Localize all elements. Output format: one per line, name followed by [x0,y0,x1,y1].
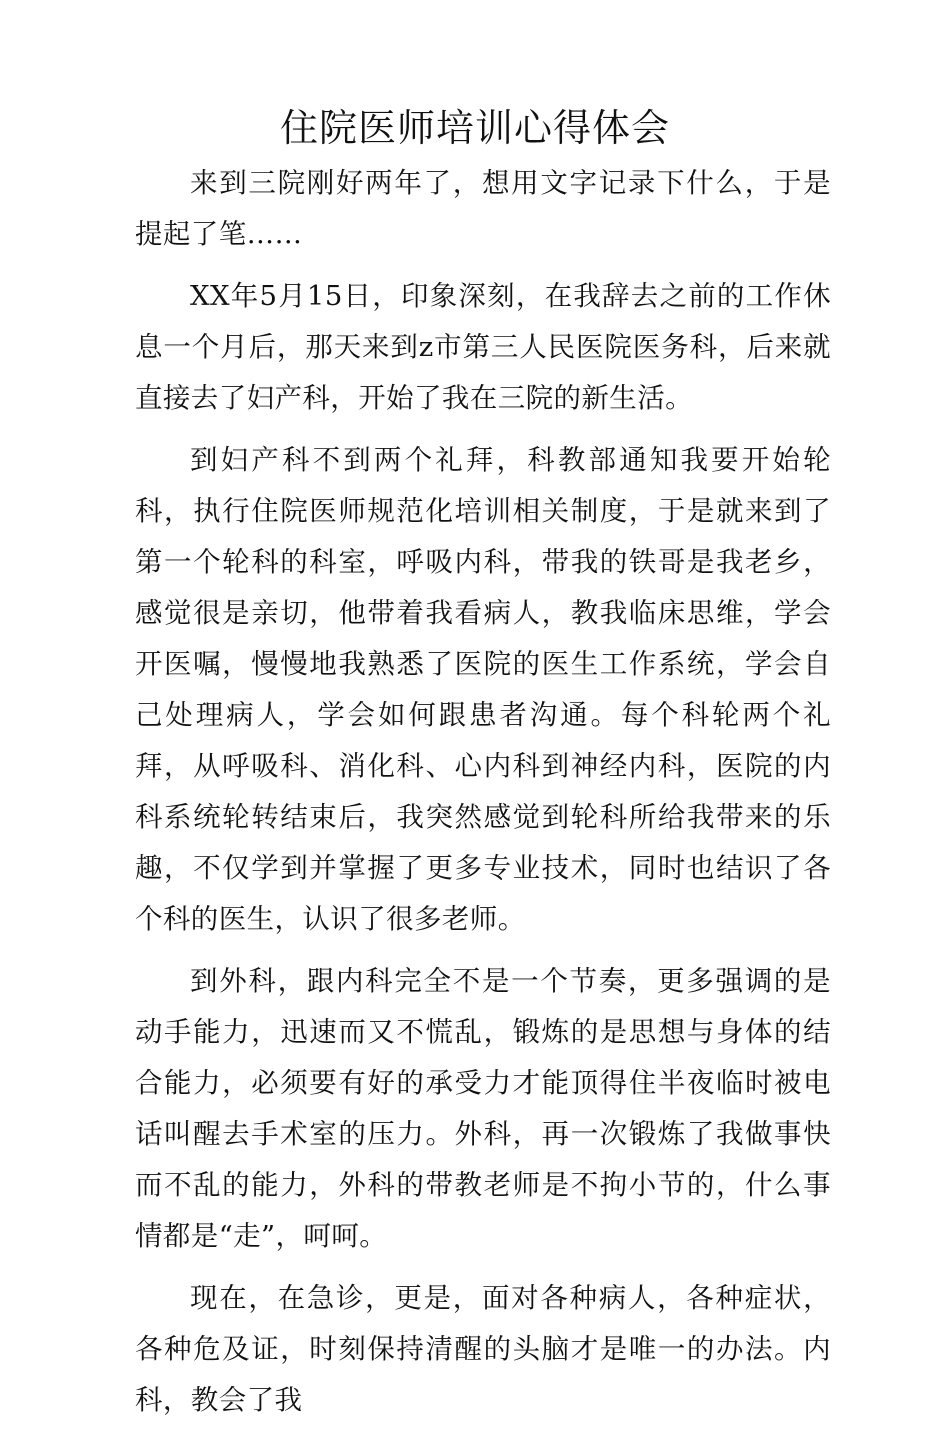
document-title: 住院医师培训心得体会 [279,106,670,150]
paragraph-emergency: 现在，在急诊，更是，面对各种病人，各种症状，各种危及证，时刻保持清醒的头脑才是唯一的办法。内科，教会了我 [135,1282,831,1416]
paragraph-surgery: 到外科，跟内科完全不是一个节奏，更多强调的是动手能力，迅速而又不慌乱，锻炼的是思想与身体的结合能力，必须要有好的承受力才能顶得住半夜临时被电话叫醒去手术室的压力。外科，再一次锻炼了我做事快而不乱的能力，外科的带教老师是不拘小节的，什么事情都是“走”，呵呵。 [135,965,831,1252]
document-body [135,158,831,1437]
paragraph-intro: 来到三院刚好两年了，想用文字记录下什么，于是提起了笔…… [135,167,831,250]
paragraph-internal-medicine: 到妇产科不到两个礼拜，科教部通知我要开始轮科，执行住院医师规范化培训相关制度，于是就来到了第一个轮科的科室，呼吸内科，带我的铁哥是我老乡，感觉很是亲切，他带着我看病人，教我临床思维，学会开医嘱，慢慢地我熟悉了医院的医生工作系统，学会自己处理病人，学会如何跟患者沟通。每个科轮两个礼拜，从呼吸科、消化科、心内科到神经内科，医院的内科系统轮转结束后，我突然感觉到轮科所给我带来的乐趣，不仅学到并掌握了更多专业技术，同时也结识了各个科的医生，认识了很多老师。 [135,444,831,935]
paragraph-arrival: XX年5月15日，印象深刻，在我辞去之前的工作休息一个月后，那天来到z市第三人民医院医务科，后来就直接去了妇产科，开始了我在三院的新生活。 [135,280,831,414]
